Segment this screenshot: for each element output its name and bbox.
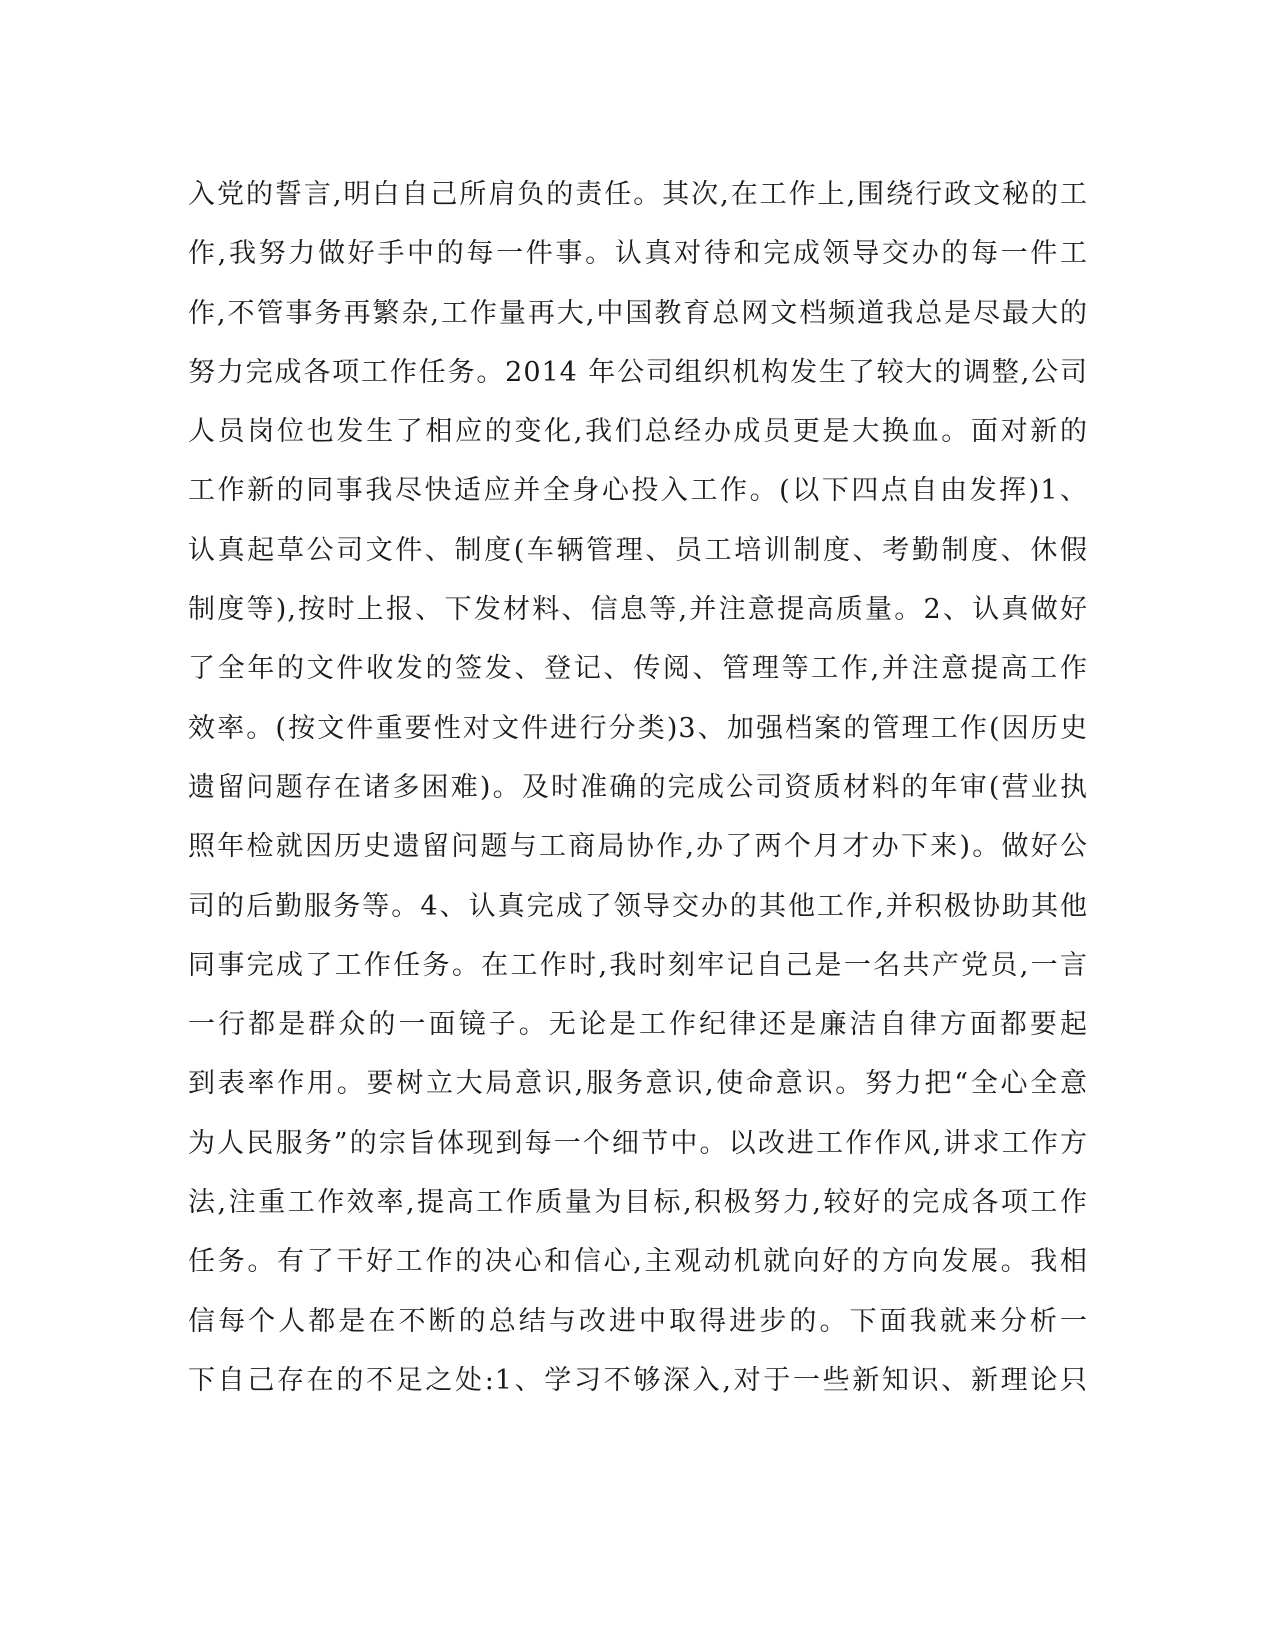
- text-line: 认真起草公司文件、制度(车辆管理、员工培训制度、考勤制度、休假: [188, 534, 1088, 566]
- text-line: 入党的誓言,明白自己所肩负的责任。其次,在工作上,围绕行政文秘的工: [188, 179, 1088, 210]
- text-line: 工作新的同事我尽快适应并全身心投入工作。(以下四点自由发挥)1、: [188, 475, 1088, 507]
- text-line: 法,注重工作效率,提高工作质量为目标,积极努力,较好的完成各项工作: [188, 1187, 1088, 1219]
- body-text: [188, 165, 1088, 1410]
- text-line: 司的后勤服务等。4、认真完成了领导交办的其他工作,并积极协助其他: [188, 890, 1088, 922]
- text-line: 制度等),按时上报、下发材料、信息等,并注意提高质量。2、认真做好: [188, 594, 1088, 626]
- text-line: 作,我努力做好手中的每一件事。认真对待和完成领导交办的每一件工: [188, 238, 1088, 270]
- text-line: 信每个人都是在不断的总结与改进中取得进步的。下面我就来分析一: [188, 1305, 1088, 1337]
- text-line: 作,不管事务再繁杂,工作量再大,中国教育总网文档频道我总是尽最大的: [188, 297, 1088, 329]
- text-line: 人员岗位也发生了相应的变化,我们总经办成员更是大换血。面对新的: [188, 416, 1088, 448]
- text-line: 遗留问题存在诸多困难)。及时准确的完成公司资质材料的年审(营业执: [188, 771, 1088, 803]
- text-line: 为人民服务”的宗旨体现到每一个细节中。以改进工作作风,讲求工作方: [188, 1127, 1088, 1159]
- text-line: 效率。(按文件重要性对文件进行分类)3、加强档案的管理工作(因历史: [188, 712, 1088, 744]
- text-line: 努力完成各项工作任务。2014 年公司组织机构发生了较大的调整,公司: [188, 356, 1088, 388]
- text-line: 任务。有了干好工作的决心和信心,主观动机就向好的方向发展。我相: [188, 1246, 1088, 1278]
- text-line: 照年检就因历史遗留问题与工商局协作,办了两个月才办下来)。做好公: [188, 831, 1088, 863]
- text-line: 到表率作用。要树立大局意识,服务意识,使命意识。努力把“全心全意: [188, 1068, 1088, 1100]
- text-line: 同事完成了工作任务。在工作时,我时刻牢记自己是一名共产党员,一言: [188, 949, 1088, 981]
- text-line: 了全年的文件收发的签发、登记、传阅、管理等工作,并注意提高工作: [188, 653, 1088, 685]
- text-line: 下自己存在的不足之处:1、学习不够深入,对于一些新知识、新理论只: [188, 1364, 1088, 1396]
- text-line: 一行都是群众的一面镜子。无论是工作纪律还是廉洁自律方面都要起: [188, 1009, 1088, 1041]
